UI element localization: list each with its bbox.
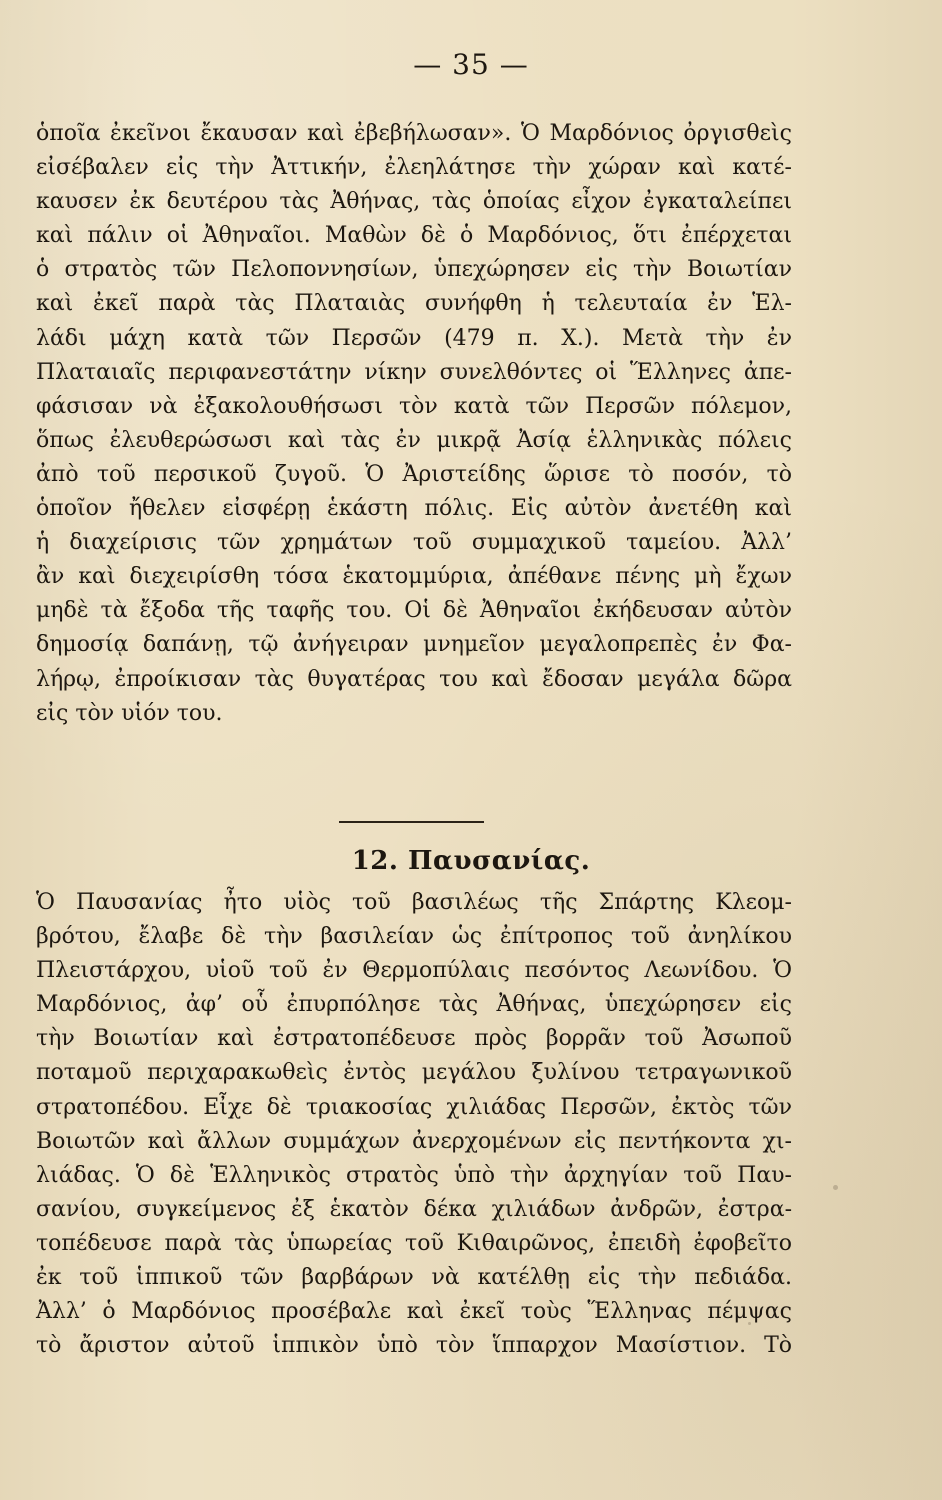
text-line: ἡ διαχείρισις τῶν χρημάτων τοῦ συμμαχικοῦ ταμείου. Ἀλλ’ — [36, 530, 792, 556]
text-line: καυσεν ἐκ δευτέρου τὰς Ἀθήνας, τὰς ὁποίας εἶχον ἐγκαταλείπει — [36, 189, 792, 215]
text-line: λάδι μάχη κατὰ τῶν Περσῶν (479 π. Χ.). Μετὰ τὴν ἐν — [36, 325, 792, 351]
text-line: Πλειστάρχου, υἱοῦ τοῦ ἐν Θερμοπύλαις πεσόντος Λεωνίδου. Ὁ — [36, 958, 792, 984]
top-text-block — [36, 117, 792, 731]
text-line: φάσισαν νὰ ἐξακολουθήσωσι τὸν κατὰ τῶν Περσῶν πόλεμον, — [36, 393, 792, 419]
text-line: ὁποῖον ἤθελεν εἰσφέρῃ ἑκάστη πόλις. Εἰς αὐτὸν ἀνετέθη καὶ — [36, 496, 792, 522]
text-line: εἰσέβαλεν εἰς τὴν Ἀττικήν, ἐλεηλάτησε τὴν χώραν καὶ κατέ- — [36, 155, 792, 181]
text-line: ἀπὸ τοῦ περσικοῦ ζυγοῦ. Ὁ Ἀριστείδης ὥρισε τὸ ποσόν, τὸ — [36, 461, 792, 487]
text-line: στρατοπέδου. Εἶχε δὲ τριακοσίας χιλιάδας Περσῶν, ἐκτὸς τῶν — [36, 1094, 792, 1120]
text-line: ὅπως ἐλευθερώσωσι καὶ τὰς ἐν μικρᾷ Ἀσίᾳ ἑλληνικὰς πόλεις — [36, 427, 792, 453]
text-line: ὁποῖα ἐκεῖνοι ἔκαυσαν καὶ ἐβεβήλωσαν». Ὁ Μαρδόνιος ὀργισθεὶς — [36, 121, 792, 146]
text-line: εἰς τὸν υἱόν του. — [36, 700, 223, 726]
text-line: σανίου, συγκείμενος ἐξ ἑκατὸν δέκα χιλιάδων ἀνδρῶν, ἐστρα- — [36, 1196, 792, 1222]
text-line: Μαρδόνιος, ἀφ’ οὗ ἐπυρπόλησε τὰς Ἀθήνας, ὑπεχώρησεν εἰς — [36, 992, 792, 1018]
text-line: βρότου, ἔλαβε δὲ τὴν βασιλείαν ὡς ἐπίτροπος τοῦ ἀνηλίκου — [36, 924, 792, 950]
text-line: δημοσίᾳ δαπάνῃ, τῷ ἀνήγειραν μνημεῖον μεγαλοπρεπὲς ἐν Φα- — [36, 632, 792, 658]
text-line: ἐκ τοῦ ἱππικοῦ τῶν βαρβάρων νὰ κατέλθῃ εἰς τὴν πεδιάδα. — [36, 1265, 792, 1291]
text-line: ἂν καὶ διεχειρίσθη τόσα ἑκατομμύρια, ἀπέθανε πένης μὴ ἔχων — [36, 564, 792, 590]
text-line: τὸ ἄριστον αὐτοῦ ἱππικὸν ὑπὸ τὸν ἵππαρχον Μασίστιον. Τὸ — [36, 1333, 792, 1359]
bottom-text-block — [36, 886, 792, 1363]
text-line: λήρῳ, ἐπροίκισαν τὰς θυγατέρας του καὶ ἔδοσαν μεγάλα δῶρα — [36, 666, 792, 692]
page-number: — 35 — — [413, 48, 529, 81]
text-line: ὁ στρατὸς τῶν Πελοποννησίων, ὑπεχώρησεν εἰς τὴν Βοιωτίαν — [36, 257, 792, 283]
text-line: Πλαταιαῖς περιφανεστάτην νίκην συνελθόντες οἱ Ἕλληνες ἀπε- — [36, 359, 792, 385]
section-divider — [339, 821, 484, 823]
text-line: καὶ ἐκεῖ παρὰ τὰς Πλαταιὰς συνήφθη ἡ τελευταία ἐν Ἑλ- — [36, 291, 792, 317]
text-line: Βοιωτῶν καὶ ἄλλων συμμάχων ἀνερχομένων εἰς πεντήκοντα χι- — [36, 1128, 792, 1154]
text-line: Ὁ Παυσανίας ἦτο υἱὸς τοῦ βασιλέως τῆς Σπάρτης Κλεομ- — [36, 890, 792, 915]
text-line: τὴν Βοιωτίαν καὶ ἐστρατοπέδευσε πρὸς βορρᾶν τοῦ Ἀσωποῦ — [36, 1026, 792, 1052]
text-line: τοπέδευσε παρὰ τὰς ὑπωρείας τοῦ Κιθαιρῶνος, ἐπειδὴ ἐφοβεῖτο — [36, 1230, 792, 1256]
text-line: Ἀλλ’ ὁ Μαρδόνιος προσέβαλε καὶ ἐκεῖ τοὺς Ἕλληνας πέμψας — [36, 1299, 792, 1325]
text-line: ποταμοῦ περιχαρακωθεὶς ἐντὸς μεγάλου ξυλίνου τετραγωνικοῦ — [36, 1060, 792, 1086]
text-line: καὶ πάλιν οἱ Ἀθηναῖοι. Μαθὼν δὲ ὁ Μαρδόνιος, ὅτι ἐπέρχεται — [36, 223, 792, 249]
text-line: λιάδας. Ὁ δὲ Ἑλληνικὸς στρατὸς ὑπὸ τὴν ἀρχηγίαν τοῦ Παυ- — [36, 1162, 792, 1188]
text-line: μηδὲ τὰ ἔξοδα τῆς ταφῆς του. Οἱ δὲ Ἀθηναῖοι ἐκήδευσαν αὐτὸν — [36, 598, 792, 624]
section-heading: 12. Παυσανίας. — [351, 846, 591, 876]
